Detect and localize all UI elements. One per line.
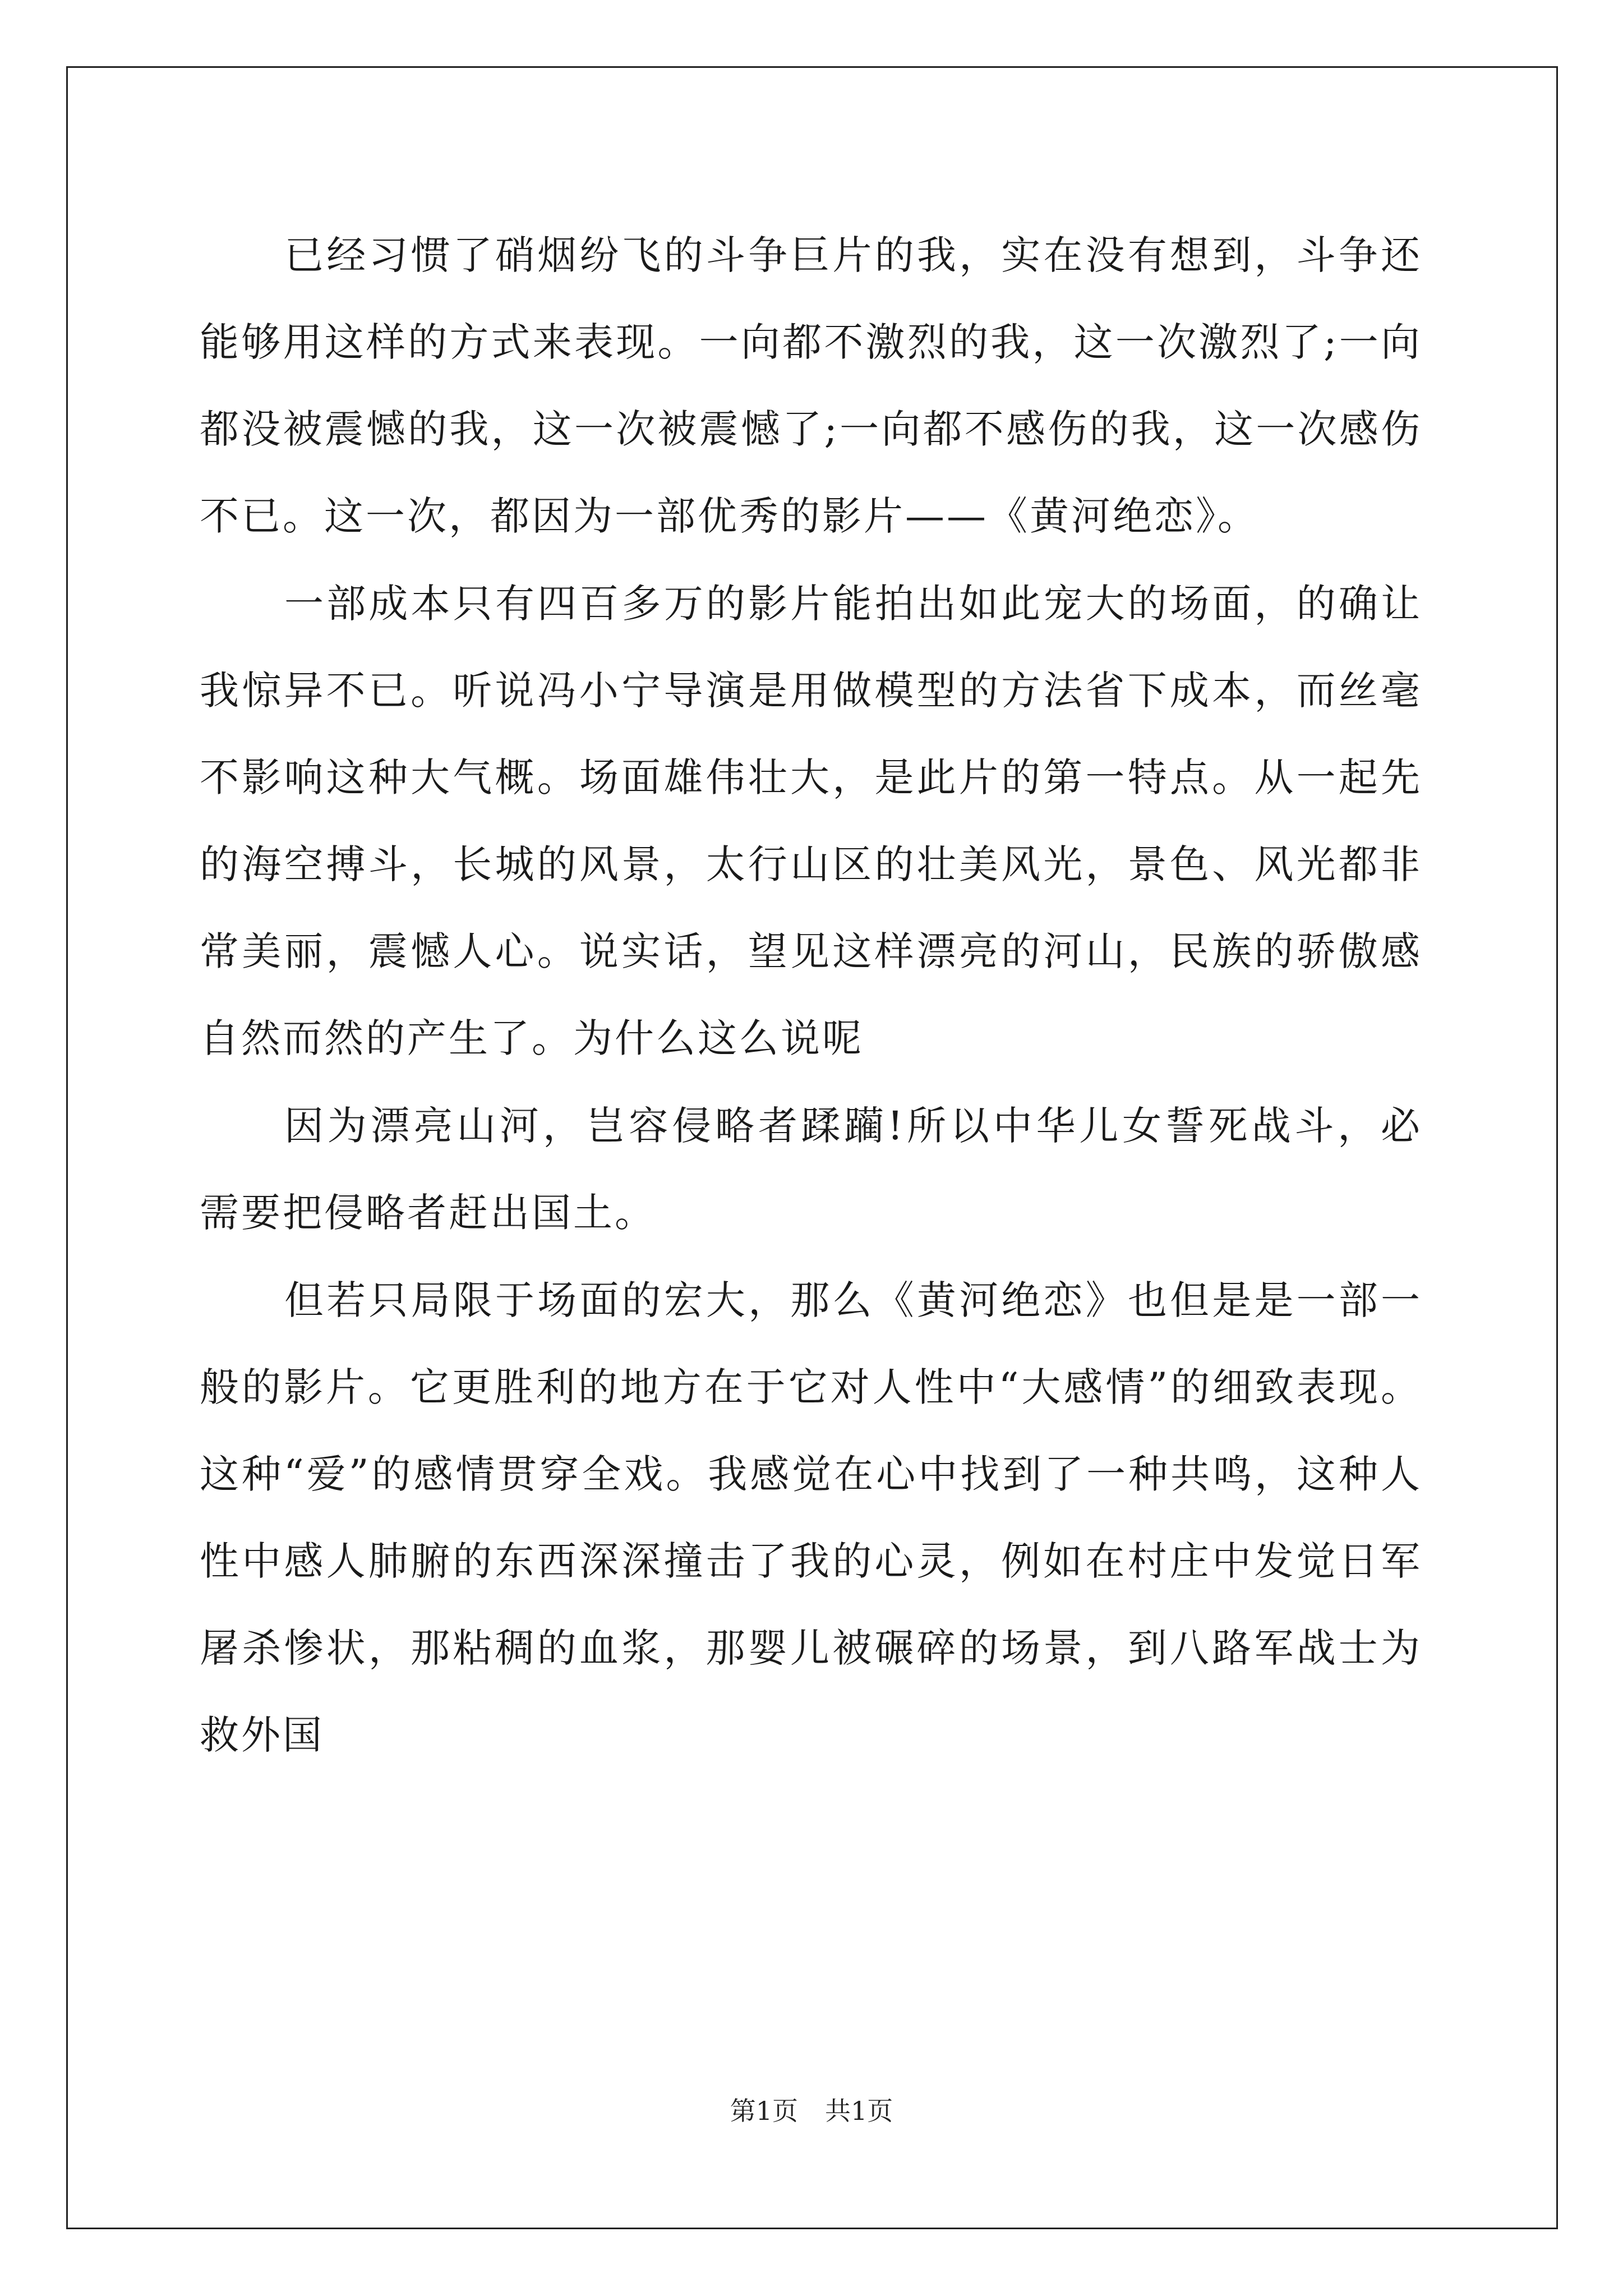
document-body — [200, 212, 1422, 1779]
page-total: 共1页 — [825, 2096, 893, 2126]
page-footer — [0, 2094, 1623, 2128]
paragraph-3: 因为漂亮山河，岂容侵略者蹂躏!所以中华儿女誓死战斗，必需要把侵略者赶出国土。 — [200, 1103, 1422, 1236]
paragraph-4: 但若只局限于场面的宏大，那么《黄河绝恋》也但是是一部一般的影片。它更胜利的地方在于它对人性中“大感情”的细致表现。这种“爱”的感情贯穿全戏。我感觉在心中找到了一种共鸣，这种人性中感人肺腑的东西深深撞击了我的心灵，例如在村庄中发觉日军屠杀惨状，那粘稠的血浆，那婴儿被碾碎的场景，到八路军战士为救外国 — [200, 1277, 1422, 1758]
paragraph-1: 已经习惯了硝烟纷飞的斗争巨片的我，实在没有想到，斗争还能够用这样的方式来表现。一向都不激烈的我，这一次激烈了;一向都没被震憾的我，这一次被震憾了;一向都不感伤的我，这一次感伤不已。这一次，都因为一部优秀的影片——《黄河绝恋》。 — [200, 232, 1422, 539]
paragraph-2: 一部成本只有四百多万的影片能拍出如此宠大的场面，的确让我惊异不已。听说冯小宁导演是用做模型的方法省下成本，而丝毫不影响这种大气概。场面雄伟壮大，是此片的第一特点。从一起先的海空搏斗，长城的风景，太行山区的壮美风光，景色、风光都非常美丽，震憾人心。说实话，望见这样漂亮的河山，民族的骄傲感自然而然的产生了。为什么这么说呢 — [200, 581, 1422, 1061]
page-number: 第1页 — [730, 2096, 798, 2126]
